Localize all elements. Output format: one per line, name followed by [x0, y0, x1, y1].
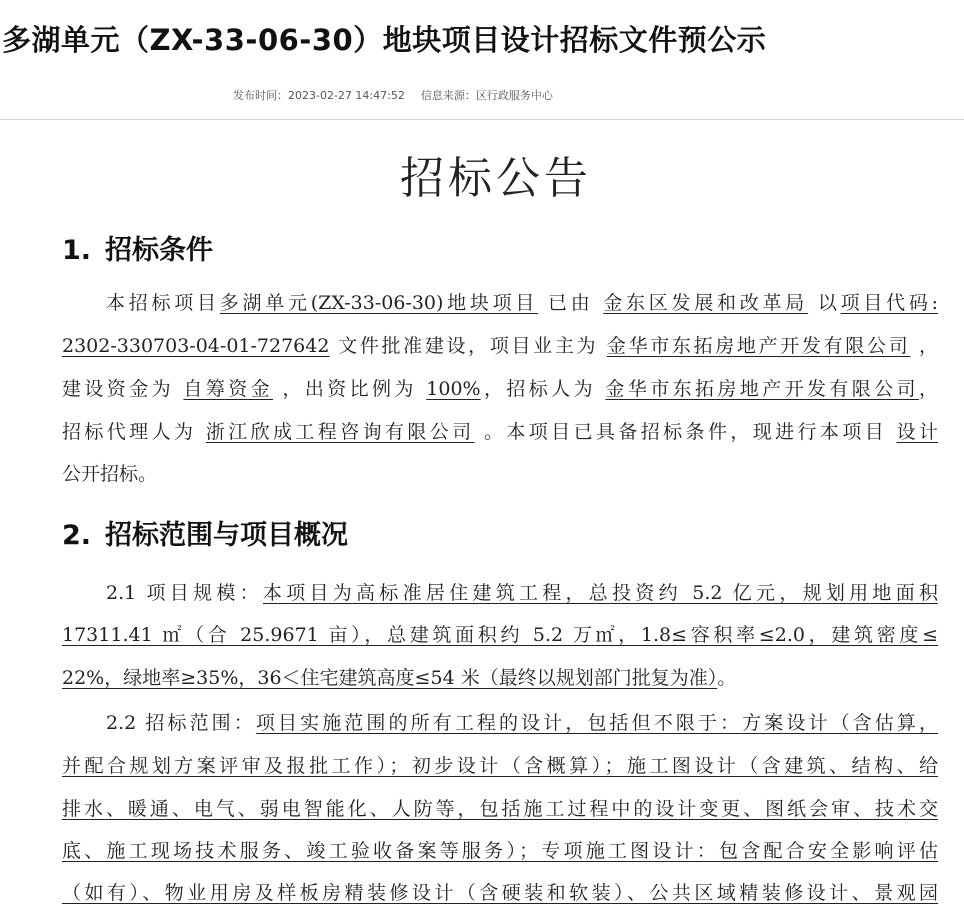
text-segment: 2.2 招标范围： [106, 712, 256, 734]
text-segment: ， [910, 335, 938, 357]
text-segment: 公开招标。 [62, 463, 158, 485]
info-source-label: 信息来源： [420, 89, 476, 102]
underlined-text: 17311.41 ㎡（合 25.9671 亩），总建筑面积约 5.2 万㎡，1.8≤容积率≤2.0，建筑密度≤ [62, 624, 938, 646]
underlined-text: 本项目为高标准居住建筑工程，总投资约 5.2 亿元，规划用地面积 [262, 582, 938, 604]
underlined-text: 并配合规划方案评审及报批工作）；初步设计（含概算）；施工图设计（含建筑、结构、给 [62, 755, 938, 777]
text-segment: ，出资比例为 [273, 378, 427, 400]
underlined-text: 排水、暖通、电气、弱电智能化、人防等，包括施工过程中的设计变更、图纸会审、技术交 [62, 798, 938, 820]
publish-time [233, 89, 405, 102]
text-segment: 本招标项目 [106, 292, 220, 314]
info-source [421, 89, 553, 102]
underlined-text: 金华市东拓房地产开发有限公司 [605, 378, 919, 400]
underlined-text: 金东区发展和改革局 [603, 292, 809, 314]
text-segment: 。本项目已具备招标条件，现进行本项目 [474, 421, 897, 443]
text-line [106, 290, 938, 316]
text-line [106, 710, 938, 736]
underlined-text: 100% [426, 378, 481, 400]
section-2-heading [62, 513, 348, 552]
section-1-number: 1. [62, 235, 92, 266]
text-line [62, 333, 938, 359]
text-line [62, 376, 938, 402]
text-line [62, 461, 938, 487]
text-line [62, 753, 938, 779]
underlined-text: 自筹资金 [183, 378, 274, 400]
text-segment: 已由 [538, 292, 604, 314]
text-segment: 招标代理人为 [62, 421, 206, 443]
publish-time-value: 2023-02-27 14:47:52 [288, 89, 405, 102]
document-body [0, 120, 964, 908]
underlined-text: 项目实施范围的所有工程的设计，包括但不限于：方案设计（含估算， [255, 712, 938, 734]
text-segment: ， [918, 378, 938, 400]
underlined-text: 2302-330703-04-01-727642 [62, 335, 330, 357]
text-segment: ，招标人为 [480, 378, 606, 400]
document-title: 招标公告 [400, 153, 592, 204]
text-segment: 。 [717, 667, 737, 689]
underlined-text: （如有）、物业用房及样板房精装修设计（含硬装和软装）、公共区域精装修设计、景观园 [62, 882, 938, 904]
text-line [106, 580, 938, 606]
text-line [62, 880, 938, 906]
underlined-text: 多湖单元(ZX-33-06-30)地块项目 [219, 292, 539, 314]
section-2-title: 招标范围与项目概况 [105, 520, 349, 551]
underlined-text: 金华市东拓房地产开发有限公司 [606, 335, 911, 357]
article-header [0, 0, 964, 120]
section-2-number: 2. [62, 520, 92, 551]
underlined-text: 22%，绿地率≥35%，36＜住宅建筑高度≤54 米（最终以规划部门批复为准） [62, 667, 718, 689]
text-segment: 2.1 项目规模： [106, 582, 263, 604]
text-line [62, 796, 938, 822]
text-line [62, 665, 938, 691]
article-meta [233, 87, 553, 103]
section-1-title: 招标条件 [105, 235, 214, 266]
text-line [62, 622, 938, 648]
publish-time-label: 发布时间： [233, 89, 288, 102]
text-segment: 建设资金为 [62, 378, 184, 400]
underlined-text: 项目代码: [840, 292, 938, 314]
text-segment: 以 [808, 292, 841, 314]
info-source-value: 区行政服务中心 [475, 89, 553, 102]
underlined-text: 设计 [896, 421, 938, 443]
text-segment: 文件批准建设，项目业主为 [329, 335, 607, 357]
text-line [62, 838, 938, 864]
underlined-text: 底、施工现场技术服务、竣工验收备案等服务）；专项施工图设计：包含配合安全影响评估 [62, 840, 938, 862]
text-line [62, 419, 938, 445]
underlined-text: 浙江欣成工程咨询有限公司 [205, 421, 475, 443]
page-title: 多湖单元（ZX-33-06-30）地块项目设计招标文件预公示 [2, 23, 767, 57]
section-1-heading [62, 228, 213, 267]
